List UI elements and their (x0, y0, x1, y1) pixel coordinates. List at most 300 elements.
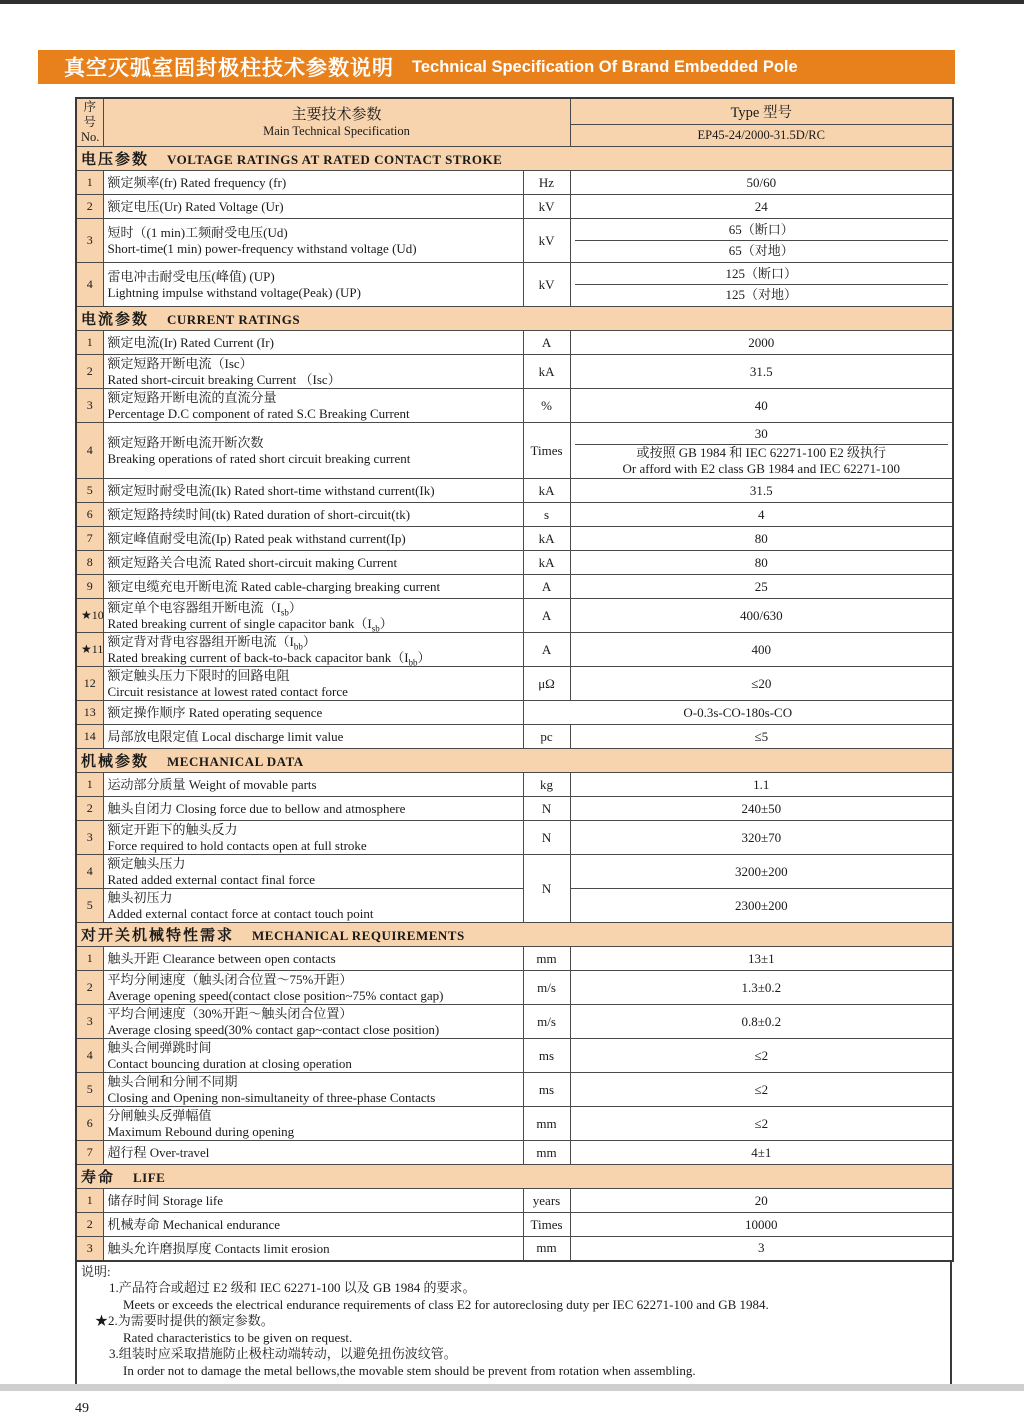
row-label-line: Contact bouncing duration at closing operation (107, 1055, 352, 1071)
row-label-line: 额定短路持续时间(tk) Rated duration of short-circuit(tk) (107, 506, 411, 522)
row-label (103, 1107, 523, 1141)
table-row (76, 725, 953, 749)
section-header-row (76, 147, 953, 171)
row-no: 2 (76, 195, 103, 219)
row-unit: N (523, 855, 570, 923)
row-value-line: 25 (754, 578, 768, 594)
row-no: 3 (76, 1005, 103, 1039)
row-value (570, 503, 953, 527)
row-value (570, 479, 953, 503)
row-label-line: Closing and Opening non-simultaneity of three-phase Contacts (107, 1089, 436, 1105)
row-value-text (575, 1012, 949, 1032)
row-unit: mm (523, 947, 570, 971)
row-value-line: 65（断口） (728, 222, 794, 237)
row-value-text (575, 862, 949, 882)
row-label-line: 额定电压(Ur) Rated Voltage (Ur) (107, 198, 284, 214)
row-value-text (575, 606, 949, 626)
row-label (103, 701, 523, 725)
table-row (76, 1107, 953, 1141)
row-label-line: 触头开距 Clearance between open contacts (107, 950, 336, 966)
row-value (570, 667, 953, 701)
row-value (570, 219, 953, 263)
col-header-no-zh: 序号 (83, 100, 96, 129)
row-label (103, 855, 523, 889)
col-header-main (103, 98, 570, 147)
row-label (103, 263, 523, 307)
row-value-line: 240±50 (741, 800, 782, 816)
row-no: ★10 (76, 599, 103, 633)
row-no: 4 (76, 855, 103, 889)
row-value-text (575, 1114, 949, 1134)
row-no: 14 (76, 725, 103, 749)
row-value-line: 10000 (745, 1216, 778, 1232)
row-value-text (575, 799, 949, 819)
row-label-line: Short-time(1 min) power-frequency withstand voltage (Ud) (107, 240, 417, 256)
table-row (76, 947, 953, 971)
row-label-line: 短时（(1 min)工频耐受电压(Ud) (107, 225, 288, 240)
row-value-line: 4 (758, 506, 765, 522)
row-label-line: 额定峰值耐受电流(Ip) Rated peak withstand current(Ip) (107, 530, 406, 546)
row-label-line: Rated breaking current of back-to-back capacitor $bank(I_{bb})$ (107, 649, 431, 668)
row-value-text (575, 577, 949, 597)
section-title-zh: 电压参数 (81, 152, 150, 168)
row-no: 5 (76, 1073, 103, 1107)
row-label-line: 额定短路开断电流开断次数 (107, 435, 264, 450)
table-row (76, 263, 953, 307)
row-label-line: 储存时间 Storage life (107, 1192, 224, 1208)
row-unit: A (523, 331, 570, 355)
row-value (570, 551, 953, 575)
table-row (76, 821, 953, 855)
row-no: 5 (76, 889, 103, 923)
row-value (570, 527, 953, 551)
row-value (570, 1073, 953, 1107)
row-no: 8 (76, 551, 103, 575)
row-value-text (575, 481, 949, 501)
table-header-row (76, 98, 953, 125)
section-title-en: CURRENT RATINGS (167, 312, 301, 327)
table-row (76, 527, 953, 551)
row-unit: kA (523, 551, 570, 575)
col-header-no (76, 98, 103, 147)
row-value-line: 40 (754, 397, 768, 413)
row-value-line: O-0.3s-CO-180s-CO (683, 704, 793, 720)
row-no: 2 (76, 1213, 103, 1237)
row-value (570, 1005, 953, 1039)
row-no: 3 (76, 389, 103, 423)
row-value-line: ≤5 (754, 728, 769, 744)
row-label-line: 平均合闸速度（30%开距～触头闭合位置） (107, 1006, 353, 1021)
row-value-text (575, 1046, 949, 1066)
row-value-line: 1.1 (753, 776, 770, 792)
row-value-text (575, 240, 949, 261)
table-row (76, 889, 953, 923)
row-value-line: 320±70 (741, 829, 782, 845)
row-no: 4 (76, 423, 103, 479)
row-label-line: 分闸触头反弹幅值 (107, 1108, 212, 1123)
row-label-line: 触头合闸和分闸不同期 (107, 1074, 238, 1089)
row-value-text (575, 978, 949, 998)
table-row (76, 599, 953, 633)
row-label (103, 423, 523, 479)
row-no: 3 (76, 1237, 103, 1261)
table-row (76, 575, 953, 599)
row-value-line: 20 (754, 1192, 768, 1208)
row-unit: ms (523, 1073, 570, 1107)
row-label-line: 触头初压力 (107, 890, 173, 905)
row-value-line: 125（断口） (725, 266, 798, 281)
row-unit: kV (523, 263, 570, 307)
page-number: 49 (75, 1401, 89, 1416)
row-label-line: 额定短路关合电流 Rated short-circuit making Current (107, 554, 398, 570)
row-label (103, 1141, 523, 1165)
section-title-en: LIFE (133, 1170, 166, 1185)
row-label (103, 331, 523, 355)
section-header (76, 1165, 953, 1189)
row-label (103, 633, 523, 667)
row-unit: Times (523, 1213, 570, 1237)
row-label-line: 雷电冲击耐受电压(峰值) (UP) (107, 269, 275, 284)
row-label-line: Average closing speed(30% contact gap~contact close position) (107, 1021, 440, 1037)
row-label (103, 1189, 523, 1213)
table-row (76, 195, 953, 219)
section-header (76, 307, 953, 331)
row-value (570, 331, 953, 355)
row-no: 1 (76, 331, 103, 355)
row-value-text (575, 1080, 949, 1100)
row-label-line: 额定背对背电容器组开断电流$(I_{bb})$ (107, 634, 316, 652)
row-label-line: 超行程 Over-travel (107, 1144, 210, 1160)
row-value (570, 171, 953, 195)
section-header (76, 923, 953, 947)
row-label-line: 触头自闭力 Closing force due to bellow and atmosphere (107, 800, 406, 816)
notes-items (81, 1280, 944, 1379)
row-label (103, 479, 523, 503)
row-no: 3 (76, 821, 103, 855)
row-unit: kV (523, 219, 570, 263)
table-row (76, 667, 953, 701)
row-label-line: 额定触头压力下限时的回路电阻 (107, 668, 290, 683)
content-area (75, 97, 952, 1417)
row-unit: s (523, 503, 570, 527)
col-header-main-zh: 主要技术参数 (291, 107, 382, 123)
row-label-line: 局部放电限定值 Local discharge limit value (107, 728, 344, 744)
note-line-en: Meets or exceeds the electrical endurance requirements of class E2 for autoreclosing duty per IEC 62271-100 and GB 1984. (123, 1296, 769, 1312)
row-label-line: Rated breaking current of single capacitor $bank(I_{sb})$ (107, 615, 393, 634)
row-value-text (575, 1143, 949, 1163)
col-header-no-en: No. (81, 130, 100, 144)
table-row (76, 355, 953, 389)
table-row (76, 773, 953, 797)
row-label-line: Maximum Rebound during opening (107, 1123, 295, 1139)
row-label (103, 889, 523, 923)
section-title-zh: 电流参数 (81, 312, 150, 328)
table-row (76, 1039, 953, 1073)
row-value (570, 855, 953, 889)
table-row (76, 1141, 953, 1165)
note-line-zh: 3.组装时应采取措施防止极柱动端转动，以避免扭伤波纹管。 (109, 1346, 457, 1361)
row-value (570, 1141, 953, 1165)
row-label-line: 额定操作顺序 Rated operating sequence (107, 704, 323, 720)
row-value (570, 1189, 953, 1213)
row-label (103, 971, 523, 1005)
row-value (570, 725, 953, 749)
row-no: 6 (76, 503, 103, 527)
row-value (570, 797, 953, 821)
row-label (103, 773, 523, 797)
note-line-zh: 1.产品符合或超过 E2 级和 IEC 62271-100 以及 GB 1984 的要求。 (109, 1280, 476, 1295)
row-no: 2 (76, 797, 103, 821)
row-value-text (575, 264, 949, 284)
row-unit: Times (523, 423, 570, 479)
row-value-text (575, 828, 949, 848)
row-value-text (575, 1215, 949, 1235)
row-label (103, 599, 523, 633)
row-no: 12 (76, 667, 103, 701)
table-row (76, 479, 953, 503)
row-value-line: 31.5 (749, 363, 773, 379)
row-value-line: 400/630 (739, 607, 783, 623)
row-value (570, 1039, 953, 1073)
row-label (103, 527, 523, 551)
row-value (570, 633, 953, 667)
row-unit: pc (523, 725, 570, 749)
spec-table (75, 97, 954, 1262)
row-value (570, 821, 953, 855)
row-value-line: 65（对地） (728, 243, 794, 258)
row-value-line: 0.8±0.2 (741, 1013, 782, 1029)
row-value-line: 80 (754, 554, 768, 570)
row-unit: kg (523, 773, 570, 797)
row-value-line: 或按照 GB 1984 和 IEC 62271-100 E2 级执行 (636, 445, 887, 460)
title-bar (38, 50, 955, 84)
row-value-line: ≤2 (754, 1081, 769, 1097)
row-value-line: 4±1 (751, 1144, 772, 1160)
row-unit: kA (523, 479, 570, 503)
row-label-line: Average opening speed(contact close position~75% contact gap) (107, 987, 444, 1003)
row-label-line: 额定频率(fr) Rated frequency (fr) (107, 174, 287, 190)
row-value-line: ≤2 (754, 1115, 769, 1131)
row-no: 13 (76, 701, 103, 725)
note-line-en: Rated characteristics to be given on request. (123, 1329, 353, 1345)
row-label (103, 667, 523, 701)
row-unit: mm (523, 1107, 570, 1141)
row-value-text (575, 197, 949, 217)
row-value (570, 355, 953, 389)
table-row (76, 389, 953, 423)
section-header (76, 749, 953, 773)
row-unit: % (523, 389, 570, 423)
col-header-type-label: Type 型号 (730, 105, 792, 122)
row-value-text (575, 529, 949, 549)
row-no: ★11 (76, 633, 103, 667)
row-no: 2 (76, 355, 103, 389)
row-unit: kA (523, 527, 570, 551)
notes-title: 说明: (81, 1263, 111, 1279)
row-unit: mm (523, 1141, 570, 1165)
table-row (76, 701, 953, 725)
row-no: 1 (76, 171, 103, 195)
row-label (103, 1005, 523, 1039)
row-label-line: 额定短时耐受电流(Ik) Rated short-time withstand current(Ik) (107, 482, 435, 498)
section-header (76, 147, 953, 171)
row-value-text (575, 284, 949, 305)
row-label (103, 821, 523, 855)
row-value (570, 575, 953, 599)
row-label-line: Added external contact force at contact touch point (107, 905, 374, 921)
section-title-zh: 对开关机械特性需求 (81, 928, 235, 944)
row-label-line: Rated added external contact final force (107, 871, 316, 887)
row-label (103, 1213, 523, 1237)
row-no: 7 (76, 527, 103, 551)
row-value (570, 1237, 953, 1261)
row-value-text (575, 173, 949, 193)
table-row (76, 551, 953, 575)
section-title-zh: 机械参数 (81, 754, 150, 770)
row-value (570, 773, 953, 797)
table-row (76, 855, 953, 889)
row-value-line: 2300±200 (734, 897, 788, 913)
row-no: 4 (76, 1039, 103, 1073)
row-value-text (575, 505, 949, 525)
row-label-line: 额定电流(Ir) Rated Current (Ir) (107, 334, 274, 350)
row-value (570, 971, 953, 1005)
row-no: 9 (76, 575, 103, 599)
row-value (570, 423, 953, 479)
row-value (570, 1107, 953, 1141)
row-unit: ms (523, 1039, 570, 1073)
row-value-line: 1.3±0.2 (741, 979, 782, 995)
row-label-line: 额定单个电容器组开断电流$(I_{sb})$ (107, 600, 302, 618)
col-header-type (570, 98, 953, 125)
row-label (103, 355, 523, 389)
row-value-text (575, 674, 949, 694)
row-value (570, 947, 953, 971)
row-label (103, 219, 523, 263)
row-unit: N (523, 821, 570, 855)
row-unit: mm (523, 1237, 570, 1261)
row-value (523, 701, 953, 725)
row-value-text (575, 949, 949, 969)
row-unit: m/s (523, 1005, 570, 1039)
row-unit: N (523, 797, 570, 821)
row-value-line: 3200±200 (734, 863, 788, 879)
table-row (76, 797, 953, 821)
row-label (103, 1039, 523, 1073)
row-unit: Hz (523, 171, 570, 195)
row-label-line: 触头允许磨损厚度 Contacts limit erosion (107, 1240, 330, 1256)
row-label-line: 触头合闸弹跳时间 (107, 1040, 212, 1055)
row-value-line: ≤20 (751, 675, 772, 691)
row-unit: m/s (523, 971, 570, 1005)
table-row (76, 1005, 953, 1039)
row-label-line: Force required to hold contacts open at full stroke (107, 837, 367, 853)
note-line-zh: ★2.为需要时提供的额定参数。 (95, 1313, 274, 1328)
row-value-line: ≤2 (754, 1047, 769, 1063)
section-header-row (76, 1165, 953, 1189)
row-value-line: 2000 (748, 334, 775, 350)
row-label-line: Breaking operations of rated short circuit breaking current (107, 450, 411, 466)
row-value-line: 80 (754, 530, 768, 546)
row-label-line: 机械寿命 Mechanical endurance (107, 1216, 281, 1232)
row-unit: μΩ (523, 667, 570, 701)
section-title-en: VOLTAGE RATINGS AT RATED CONTACT STROKE (167, 152, 503, 167)
section-header-row (76, 749, 953, 773)
row-no: 2 (76, 971, 103, 1005)
section-header-row (76, 923, 953, 947)
row-label-line: 运动部分质量 Weight of movable parts (107, 776, 317, 792)
section-title-en: MECHANICAL REQUIREMENTS (252, 928, 465, 943)
row-no: 5 (76, 479, 103, 503)
row-label (103, 171, 523, 195)
row-label-line: 平均分闸速度（触头闭合位置～75%开距） (107, 972, 353, 987)
row-value-text (575, 333, 949, 353)
row-unit: kA (523, 355, 570, 389)
section-title-en: MECHANICAL DATA (167, 754, 304, 769)
table-row (76, 171, 953, 195)
row-value-text (575, 396, 949, 416)
row-value-line: 24 (754, 198, 768, 214)
notes-box (75, 1262, 952, 1388)
row-value-text (575, 362, 949, 382)
row-value-text (575, 1238, 949, 1258)
row-value (570, 195, 953, 219)
row-value-text (575, 775, 949, 795)
page-title-en: Technical Specification Of Brand Embedded Pole (412, 57, 798, 76)
row-no: 6 (76, 1107, 103, 1141)
row-value-text (575, 220, 949, 240)
row-label-line: 额定电缆充电开断电流 Rated cable-charging breaking current (107, 578, 441, 594)
page-title-zh: 真空灭弧室固封极柱技术参数说明 (64, 57, 394, 80)
row-value (570, 263, 953, 307)
row-label-line: 额定短路开断电流的直流分量 (107, 390, 277, 405)
row-label (103, 1237, 523, 1261)
row-label-line: Percentage D.C component of rated S.C Breaking Current (107, 405, 410, 421)
row-value-line: 13±1 (747, 950, 775, 966)
row-value (570, 389, 953, 423)
row-no: 3 (76, 219, 103, 263)
note-line-en: In order not to damage the metal bellows,the movable stem should be prevent from rotation when assembling. (123, 1362, 696, 1378)
table-row (76, 1073, 953, 1107)
row-value (570, 1213, 953, 1237)
row-label (103, 575, 523, 599)
row-label-line: 额定短路开断电流（Isc） (107, 356, 253, 371)
row-label (103, 503, 523, 527)
table-row (76, 219, 953, 263)
section-header-row (76, 307, 953, 331)
row-label (103, 551, 523, 575)
row-no: 4 (76, 263, 103, 307)
section-title-zh: 寿命 (81, 1170, 116, 1186)
row-value-line: 125（对地） (725, 287, 798, 302)
row-label-line: Rated short-circuit breaking Current （Isc） (107, 371, 341, 387)
scan-edge-top (0, 0, 1024, 4)
row-label (103, 1073, 523, 1107)
row-value-text (575, 553, 949, 573)
row-unit: A (523, 599, 570, 633)
row-value-text (528, 703, 949, 723)
type-value-cell (570, 125, 953, 147)
row-label (103, 389, 523, 423)
row-value-text (575, 896, 949, 916)
row-value-line: 3 (758, 1240, 765, 1256)
row-value-line: 400 (751, 641, 772, 657)
row-label (103, 797, 523, 821)
table-row (76, 971, 953, 1005)
row-unit: A (523, 575, 570, 599)
row-no: 7 (76, 1141, 103, 1165)
row-label (103, 725, 523, 749)
